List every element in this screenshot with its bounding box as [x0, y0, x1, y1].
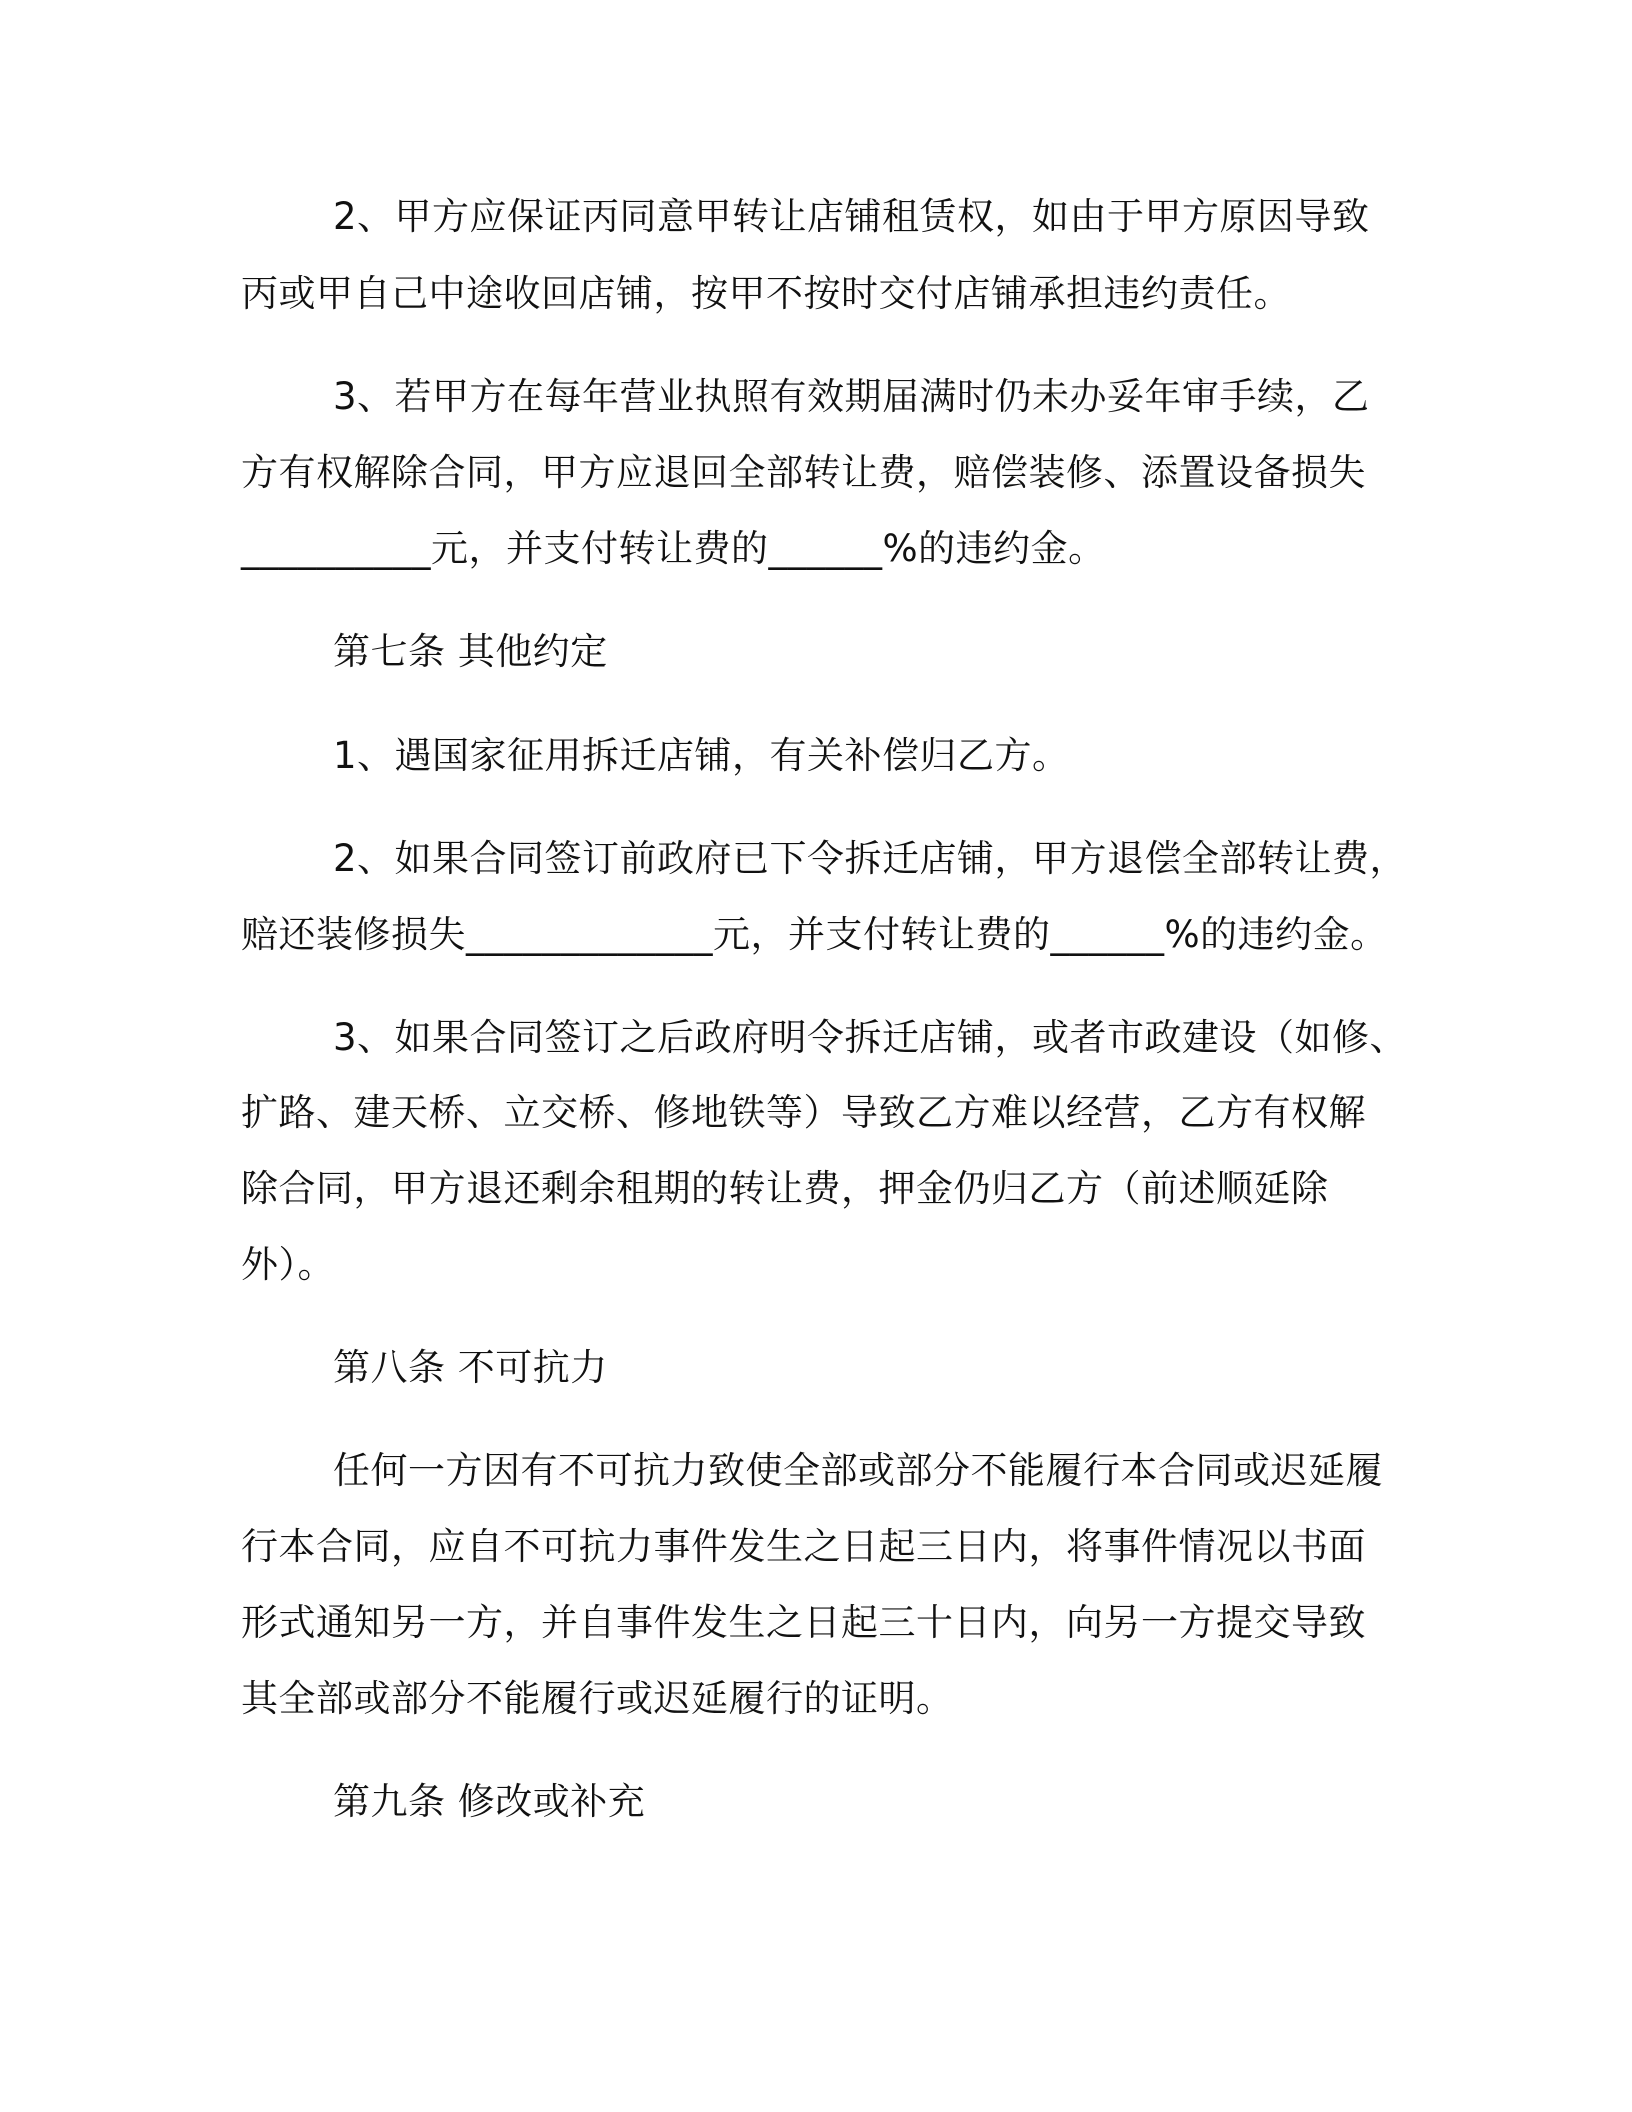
clause-8-line-2: 行本合同，应自不可抗力事件发生之日起三日内，将事件情况以书面	[241, 1525, 1366, 1568]
clause-7-item-3-line-1: 3、如果合同签订之后政府明令拆迁店铺，或者市政建设（如修、	[333, 1016, 1408, 1059]
clause-7-item-2-line-1: 2、如果合同签订前政府已下令拆迁店铺，甲方退偿全部转让费，	[333, 837, 1408, 880]
clause-6-item-3-line-1: 3、若甲方在每年营业执照有效期届满时仍未办妥年审手续，乙	[333, 375, 1370, 418]
section-heading-article-9: 第九条 修改或补充	[333, 1780, 646, 1823]
clause-6-item-3-line-3: __________元，并支付转让费的______%的违约金。	[241, 527, 1106, 570]
clause-7-item-1: 1、遇国家征用拆迁店铺，有关补偿归乙方。	[333, 734, 1070, 777]
clause-8-line-1: 任何一方因有不可抗力致使全部或部分不能履行本合同或迟延履	[333, 1449, 1383, 1492]
clause-6-item-2-line-2: 丙或甲自己中途收回店铺，按甲不按时交付店铺承担违约责任。	[241, 272, 1291, 315]
clause-7-item-3-line-4: 外）。	[241, 1243, 335, 1286]
clause-8-line-4: 其全部或部分不能履行或迟延履行的证明。	[241, 1677, 954, 1720]
clause-7-item-3-line-2: 扩路、建天桥、立交桥、修地铁等）导致乙方难以经营，乙方有权解	[241, 1091, 1366, 1134]
clause-6-item-2-line-1: 2、甲方应保证丙同意甲转让店铺租赁权，如由于甲方原因导致	[333, 195, 1370, 238]
section-heading-article-7: 第七条 其他约定	[333, 630, 608, 673]
clause-7-item-3-line-3: 除合同，甲方退还剩余租期的转让费，押金仍归乙方（前述顺延除	[241, 1167, 1329, 1210]
clause-6-item-3-line-2: 方有权解除合同，甲方应退回全部转让费，赔偿装修、添置设备损失	[241, 451, 1366, 494]
section-heading-article-8: 第八条 不可抗力	[333, 1346, 608, 1389]
clause-7-item-2-line-2: 赔还装修损失_____________元，并支付转让费的______%的违约金。	[241, 913, 1388, 956]
clause-8-line-3: 形式通知另一方，并自事件发生之日起三十日内，向另一方提交导致	[241, 1601, 1366, 1644]
